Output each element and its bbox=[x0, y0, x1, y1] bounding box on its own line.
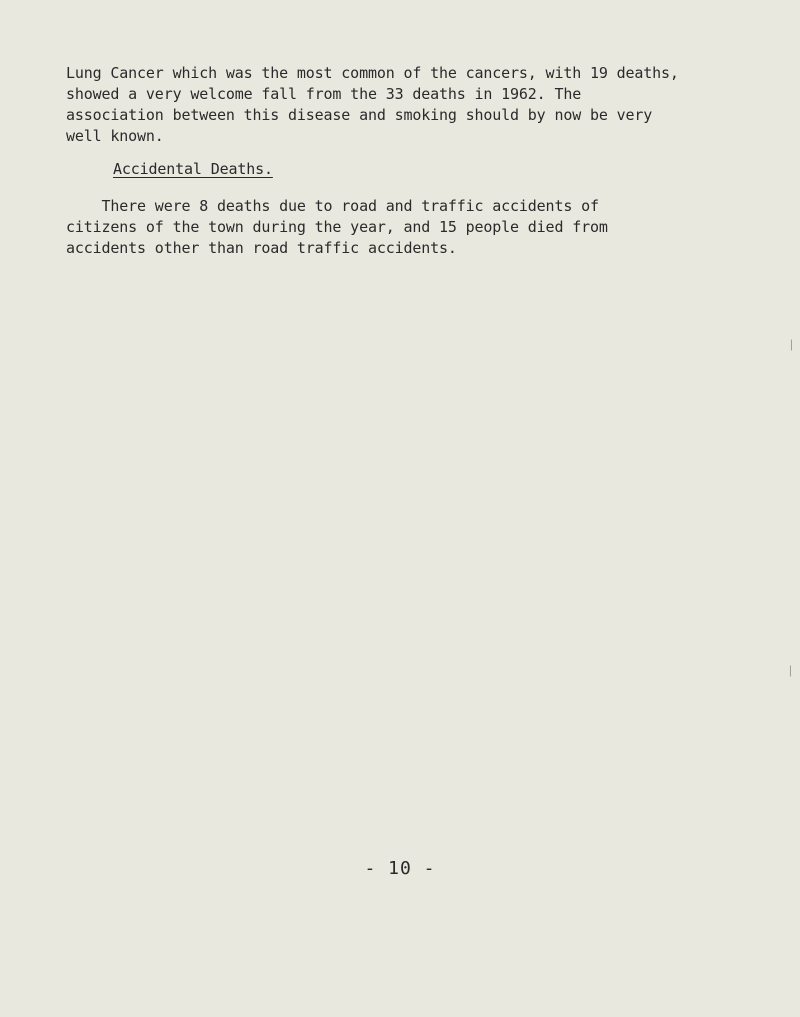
paragraph-accidental-deaths: There were 8 deaths due to road and traffic accidents of citizens of the town during the year, and 15 people died from accidents other than road traffic accidents. bbox=[66, 197, 608, 257]
section-heading-accidental-deaths: Accidental Deaths. bbox=[113, 160, 273, 178]
paragraph-lung-cancer: Lung Cancer which was the most common of the cancers, with 19 deaths, showed a very welcome fall from the 33 deaths in 1962. The association between this disease and smoking should by now be very well known. bbox=[66, 64, 679, 145]
page-number: - 10 - bbox=[364, 858, 436, 879]
scan-mark: ∣ bbox=[788, 338, 795, 351]
scan-mark: ∣ bbox=[787, 664, 794, 677]
